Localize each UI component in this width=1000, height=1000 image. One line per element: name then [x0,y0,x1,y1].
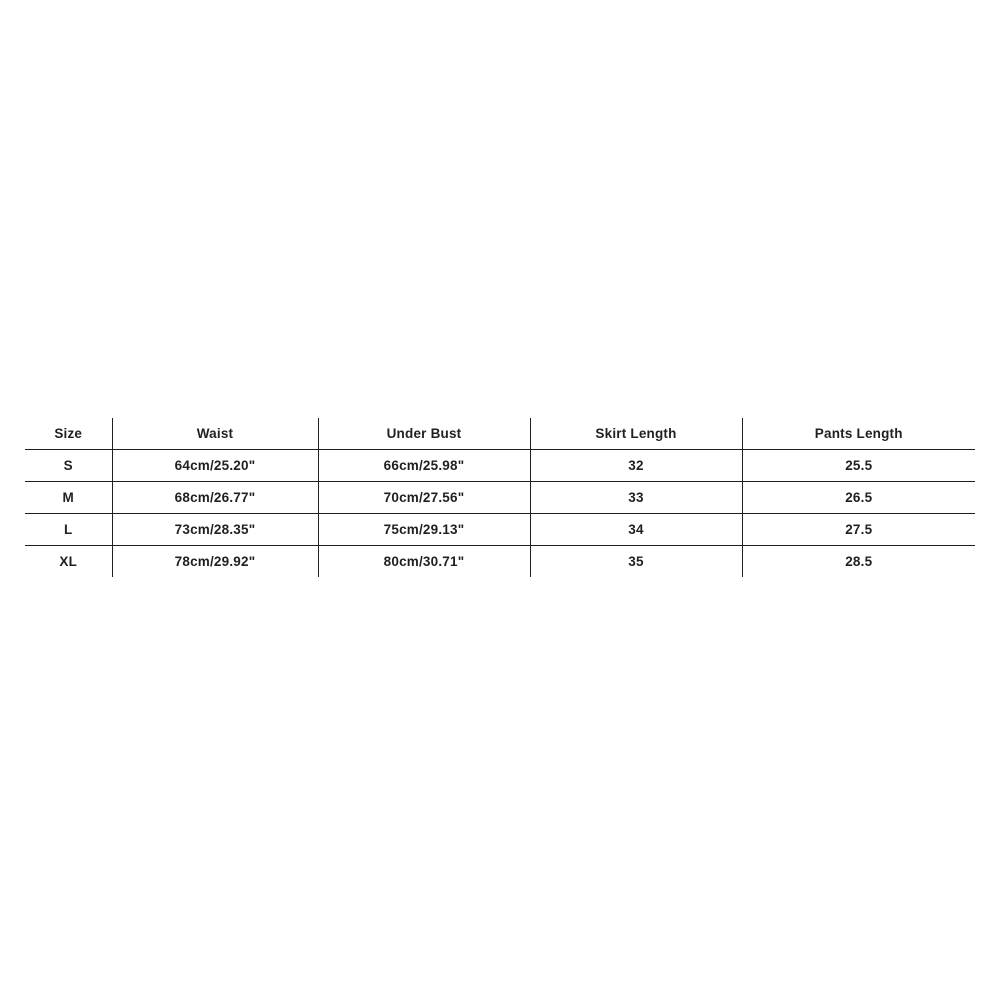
cell-size: L [25,514,112,546]
cell-size: S [25,450,112,482]
cell-waist: 78cm/29.92" [112,546,318,578]
column-header-waist: Waist [112,418,318,450]
cell-size: M [25,482,112,514]
column-header-size: Size [25,418,112,450]
cell-pants-length: 28.5 [742,546,975,578]
cell-size: XL [25,546,112,578]
cell-skirt-length: 34 [530,514,742,546]
cell-pants-length: 26.5 [742,482,975,514]
cell-skirt-length: 33 [530,482,742,514]
cell-under-bust: 75cm/29.13" [318,514,530,546]
cell-waist: 68cm/26.77" [112,482,318,514]
cell-under-bust: 66cm/25.98" [318,450,530,482]
cell-skirt-length: 35 [530,546,742,578]
table-row [25,450,975,482]
size-chart-table [25,418,975,577]
size-chart-container [25,418,975,577]
table-row [25,514,975,546]
column-header-pants-length: Pants Length [742,418,975,450]
column-header-skirt-length: Skirt Length [530,418,742,450]
cell-under-bust: 80cm/30.71" [318,546,530,578]
cell-pants-length: 25.5 [742,450,975,482]
cell-waist: 73cm/28.35" [112,514,318,546]
table-row [25,546,975,578]
cell-pants-length: 27.5 [742,514,975,546]
table-header-row [25,418,975,450]
table-row [25,482,975,514]
cell-waist: 64cm/25.20" [112,450,318,482]
cell-skirt-length: 32 [530,450,742,482]
column-header-under-bust: Under Bust [318,418,530,450]
cell-under-bust: 70cm/27.56" [318,482,530,514]
